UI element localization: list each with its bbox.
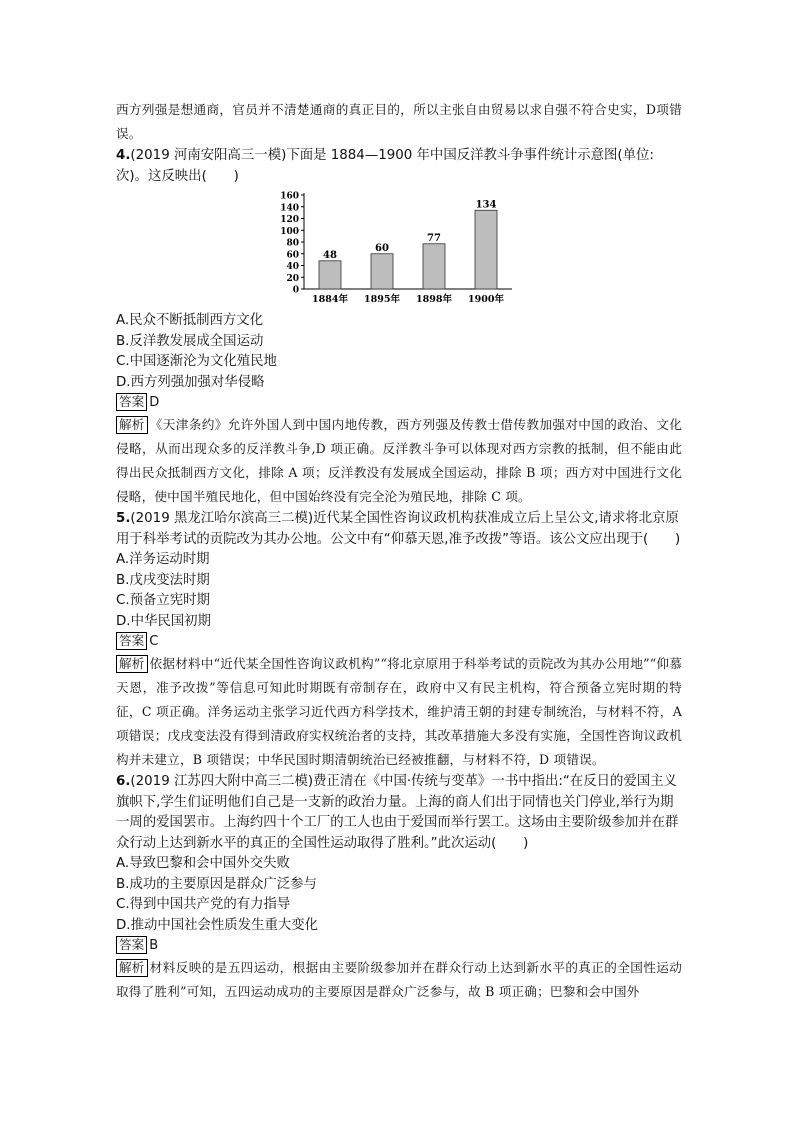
x-tick-label: 1900年 — [468, 294, 504, 305]
bar — [319, 261, 341, 289]
q3-analysis-tail: 西方列强是想通商，官员并不清楚通商的真正目的，所以主张自由贸易以求自强不符合史实，D项错误。 — [116, 102, 682, 141]
y-tick-label: 80 — [286, 238, 299, 249]
y-tick-label: 40 — [286, 262, 299, 272]
question-4-stem-text: (2019 河南安阳高三一模)下面是 1884—1900 年中国反洋教斗争事件统计示意图(单位:次)。这反映出( ) — [116, 148, 654, 184]
y-tick-label: 100 — [280, 226, 299, 237]
bar-data-label: 48 — [323, 249, 337, 261]
bar-data-label: 77 — [427, 232, 441, 244]
y-tick-label: 140 — [280, 203, 299, 214]
bar-data-label: 134 — [475, 199, 497, 211]
answer-value: B — [149, 938, 159, 953]
analysis-text: 《天津条约》允许外国人到中国内地传教，西方列强及传教士借传教加强对中国的政治、文化侵略，从而出现众多的反洋教斗争,D 项正确。反洋教斗争可以体现对西方宗教的抵制，但不能由此得出民众抵制西方文化，排除 A 项；反洋教没有发展成全国运动，排除 B 项；西方对中国进行文化侵略，使中国半殖民地化，但中国始终没有完全沦为殖民地，排除 C 项。 — [116, 417, 682, 504]
question-6-analysis — [116, 956, 682, 1004]
question-4-answer — [116, 393, 682, 413]
question-5-stem-text: (2019 黑龙江哈尔滨高三二模)近代某全国性咨询议政机构获准成立后上呈公文,请求将北京原用于科举考试的贡院改为其办公地。公文中有“仰慕天恩,准予改拨”等语。该公文应出现于( ) — [116, 511, 681, 547]
analysis-label: 解析 — [116, 416, 148, 434]
bar — [475, 210, 497, 289]
question-4-analysis — [116, 413, 682, 509]
analysis-text: 依据材料中“近代某全国性咨询议政机构”“将北京原用于科举考试的贡院改为其办公用地”“仰慕天恩，准予改拨”等信息可知此时期既有帝制存在，政府中又有民主机构，符合预备立宪时期的特征，C 项正确。洋务运动主张学习近代西方科学技术，维护清王朝的封建专制统治，与材料不符，A 项错误；戊戌变法没有得到清政府实权统治者的支持，其改革措施大多没有实施，全国性咨询议政机构并未建立，B 项错误；中华民国时期清朝统治已经被推翻，与材料不符，D 项错误。 — [116, 656, 682, 767]
question-6-option-b: B.成功的主要原因是群众广泛参与 — [116, 876, 317, 892]
question-5-option-a: A.洋务运动时期 — [116, 552, 210, 567]
x-tick-label: 1884年 — [312, 294, 348, 305]
bar-chart — [280, 189, 520, 307]
question-6-option-a: A.导致巴黎和会中国外交失败 — [116, 856, 290, 871]
question-5-analysis — [116, 652, 682, 772]
question-6-option-d: D.推动中国社会性质发生重大变化 — [116, 917, 319, 933]
answer-value: D — [149, 395, 160, 410]
question-4 — [116, 146, 682, 509]
question-4-option-c: C.中国逐渐沦为文化殖民地 — [116, 354, 277, 369]
question-6-number: 6. — [116, 774, 131, 789]
bar-chart-svg — [280, 189, 520, 307]
question-6-stem — [116, 772, 682, 854]
answer-label: 答案 — [116, 393, 147, 411]
y-tick-label: 60 — [286, 250, 299, 261]
x-tick-label: 1898年 — [416, 294, 452, 305]
answer-value: C — [149, 634, 159, 649]
question-4-stem — [116, 146, 682, 187]
y-tick-label: 0 — [292, 285, 299, 296]
page-content — [116, 98, 682, 1004]
question-6-stem-text: (2019 江苏四大附中高三二模)费正清在《中国·传统与变革》一书中指出:“在反日的爱国主义旗帜下,学生们证明他们自己是一支新的政治力量。上海的商人们出于同情也关门停业,举行为期一周的爱国罢市。上海约四十个工厂的工人也由于爱国而举行罢工。这场由主要阶级参加并在群众行动上达到新水平的真正的全国性运动取得了胜利。”此次运动( ) — [116, 774, 679, 851]
question-5-number: 5. — [116, 511, 131, 526]
question-5-option-c: C.预备立宪时期 — [116, 593, 210, 608]
analysis-text: 材料反映的是五四运动，根据由主要阶级参加并在群众行动上达到新水平的真正的全国性运动取得了胜利”可知，五四运动成功的主要原因是群众广泛参与，故 B 项正确；巴黎和会中国外 — [116, 960, 682, 999]
question-4-number: 4. — [116, 148, 131, 163]
question-5-answer — [116, 632, 682, 652]
answer-label: 答案 — [116, 936, 147, 954]
y-tick-label: 120 — [280, 215, 299, 225]
question-4-option-b: B.反洋教发展成全国运动 — [116, 333, 264, 349]
question-6-option-c: C.得到中国共产党的有力指导 — [116, 897, 291, 912]
question-6-answer — [116, 936, 682, 956]
bar-data-label: 60 — [375, 242, 389, 254]
analysis-label: 解析 — [116, 959, 148, 977]
x-tick-label: 1895年 — [364, 294, 400, 305]
question-4-option-d: D.西方列强加强对华侵略 — [116, 374, 265, 390]
answer-label: 答案 — [116, 632, 147, 650]
bar — [371, 254, 393, 289]
question-5-stem — [116, 509, 682, 550]
analysis-label: 解析 — [116, 655, 148, 673]
bar — [423, 244, 445, 289]
y-tick-label: 160 — [280, 191, 299, 202]
question-6 — [116, 772, 682, 1004]
question-5 — [116, 509, 682, 772]
question-4-option-a: A.民众不断抵制西方文化 — [116, 313, 264, 328]
y-tick-label: 20 — [286, 273, 299, 284]
question-5-option-b: B.戊戌变法时期 — [116, 572, 210, 588]
question-5-option-d: D.中华民国初期 — [116, 613, 211, 629]
